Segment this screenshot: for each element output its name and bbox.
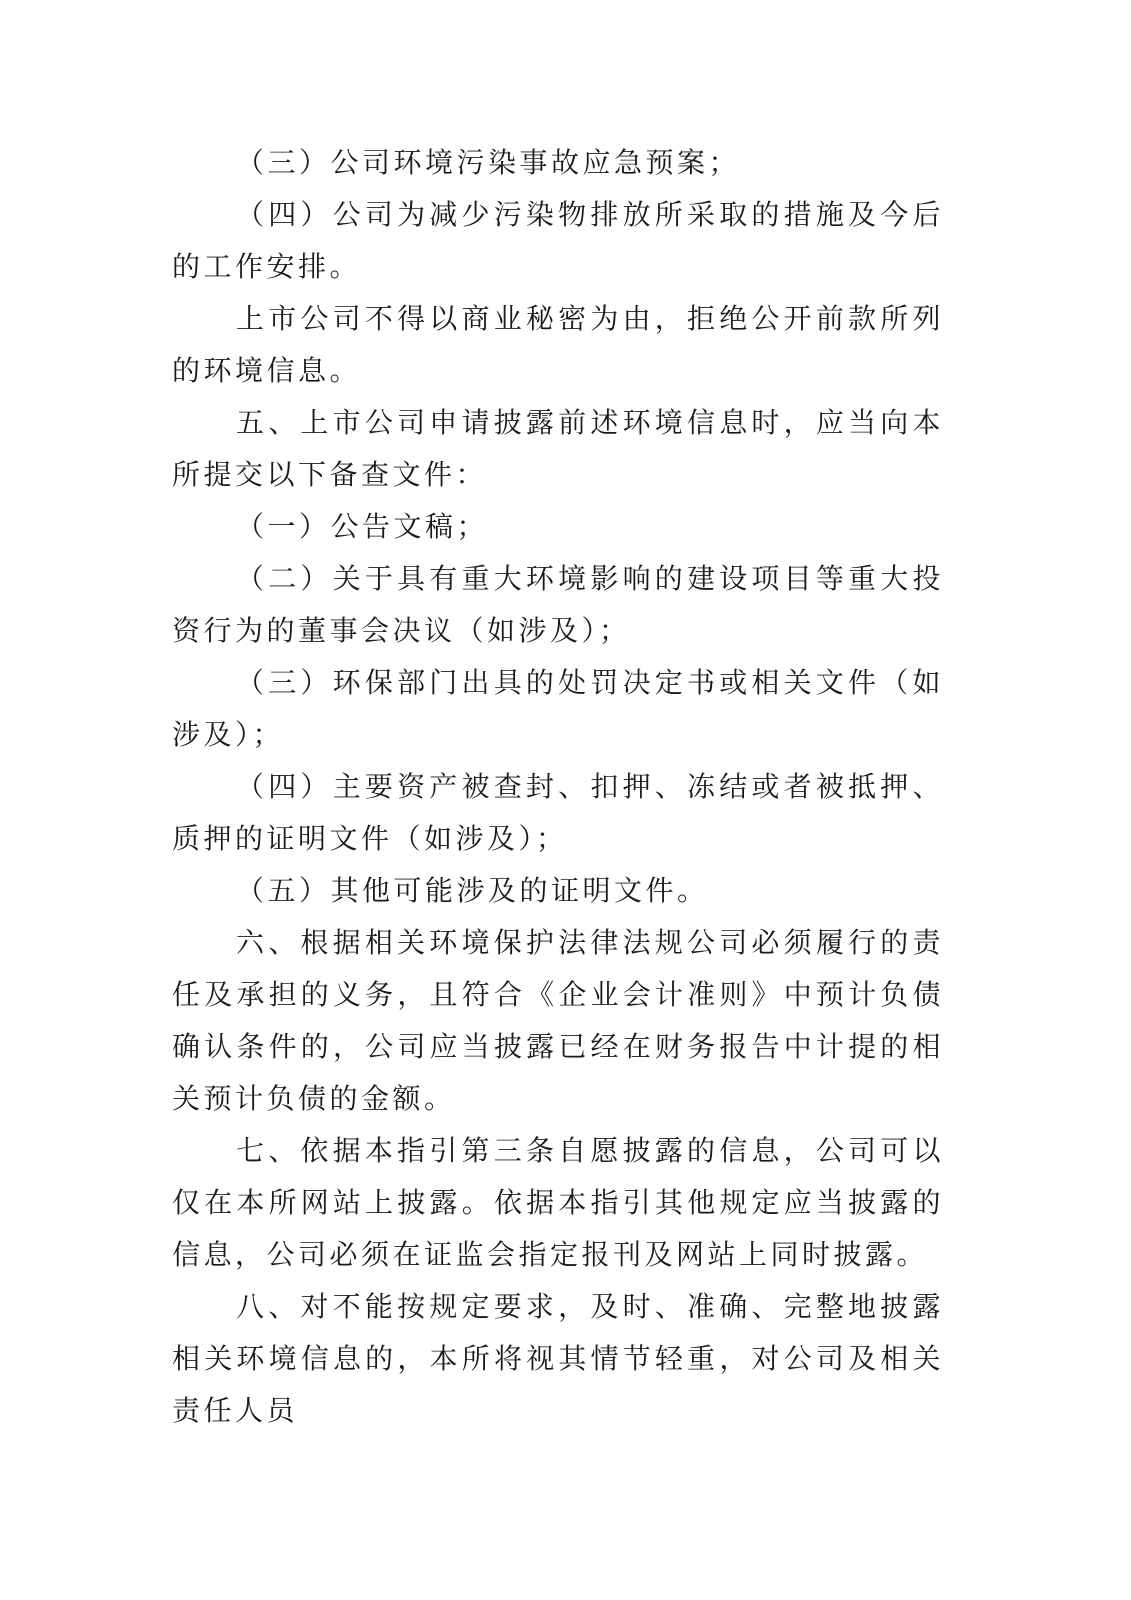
document-body [172, 137, 944, 1437]
article-5-filing-documents: 五、上市公司申请披露前述环境信息时，应当向本所提交以下备查文件： [172, 406, 944, 491]
paragraph-no-trade-secret: 上市公司不得以商业秘密为由，拒绝公开前款所列的环境信息。 [172, 302, 944, 387]
paragraph-4-measures: （四）公司为减少污染物排放所采取的措施及今后的工作安排。 [172, 198, 944, 283]
list-item-2-board-resolution: （二）关于具有重大环境影响的建设项目等重大投资行为的董事会决议（如涉及）； [172, 562, 944, 647]
article-6-provisions: 六、根据相关环境保护法律法规公司必须履行的责任及承担的义务，且符合《企业会计准则》中预计负债确认条件的，公司应当披露已经在财务报告中计提的相关预计负债的金额。 [172, 926, 944, 1115]
article-8-penalties: 八、对不能按规定要求，及时、准确、完整地披露相关环境信息的，本所将视其情节轻重，对公司及相关责任人员 [172, 1290, 944, 1427]
paragraph-3-emergency-plan: （三）公司环境污染事故应急预案； [236, 146, 741, 179]
list-item-1-announcement: （一）公告文稿； [236, 510, 489, 543]
list-item-5-other-documents: （五）其他可能涉及的证明文件。 [236, 874, 709, 907]
list-item-4-asset-seizure: （四）主要资产被查封、扣押、冻结或者被抵押、质押的证明文件（如涉及）； [172, 770, 944, 855]
article-7-disclosure-channel: 七、依据本指引第三条自愿披露的信息，公司可以仅在本所网站上披露。依据本指引其他规定应当披露的信息，公司必须在证监会指定报刊及网站上同时披露。 [172, 1134, 944, 1271]
list-item-3-penalty-decision: （三）环保部门出具的处罚决定书或相关文件（如涉及）； [172, 666, 944, 751]
